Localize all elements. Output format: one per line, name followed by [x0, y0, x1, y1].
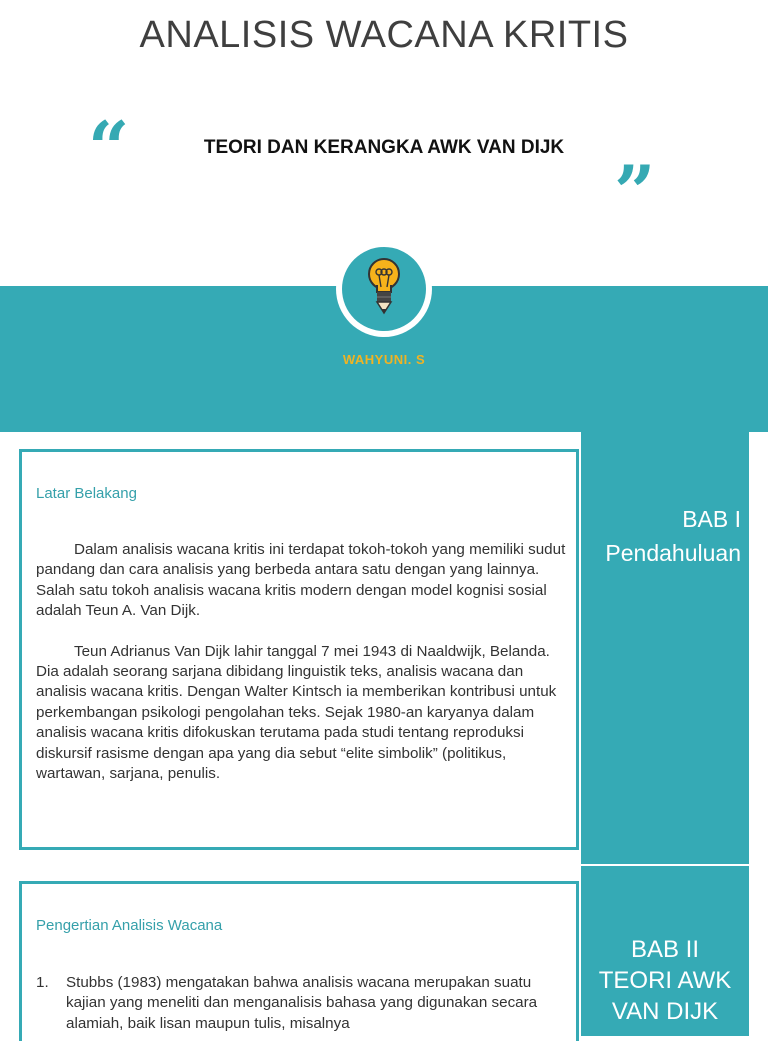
page-title: ANALISIS WACANA KRITIS: [139, 14, 629, 56]
paragraph: Dalam analisis wacana kritis ini terdapat tokoh-tokoh yang memiliki sudut pandang dan cara analisis yang berbeda antara satu dengan yang lainnya. Salah satu tokoh analisis wacana kritis modern dengan model kognisi sosial adalah Teun A. Van Dijk.: [36, 541, 566, 620]
lightbulb-pencil-icon: [342, 247, 426, 331]
subtitle: TEORI DAN KERANGKA AWK VAN DIJK: [203, 137, 565, 158]
author-name: WAHYUNI. S: [342, 352, 426, 367]
open-quote-icon: “: [88, 105, 130, 190]
section-card-pengertian: [19, 881, 579, 1041]
section-heading: Pengertian Analisis Wacana: [36, 917, 223, 934]
close-quote-icon: ”: [614, 149, 656, 234]
chapter-title-cont: VAN DIJK: [611, 998, 719, 1025]
chapter-label-bab-1: [581, 432, 749, 864]
chapter-title: Pendahuluan: [605, 540, 741, 566]
chapter-number: BAB I: [682, 506, 741, 532]
chapter-label-bab-2: [581, 866, 749, 1036]
section-body: [36, 540, 566, 804]
list-text: Stubbs (1983) mengatakan bahwa analisis wacana merupakan suatu kajian yang meneliti dan menganalisis bahasa yang digunakan secara alamiah, baik lisan maupun tulis, misalnya: [66, 974, 538, 1032]
paragraph: Teun Adrianus Van Dijk lahir tanggal 7 mei 1943 di Naaldwijk, Belanda. Dia adalah seorang sarjana dibidang linguistik teks, analisis wacana dan analisis wacana kritis. Dengan Walter Kintsch ia memberikan kontribusi untuk perkembangan psikologi pengolahan teks. Sejak 1980-an karyanya dalam analisis wacana kritis difokuskan terutama pada studi tentang reproduksi diskursif rasisme dengan apa yang dia sebut “elite simbolik” (politikus, wartawan, sarjana, penulis.: [36, 642, 557, 783]
section-card-latar-belakang: [19, 449, 579, 850]
chapter-title: TEORI AWK: [598, 967, 732, 994]
section-body: [36, 973, 566, 1034]
section-heading: Latar Belakang: [36, 485, 137, 502]
chapter-number: BAB II: [630, 936, 700, 963]
list-item: [36, 973, 566, 1034]
list-number: 1.: [36, 974, 49, 991]
